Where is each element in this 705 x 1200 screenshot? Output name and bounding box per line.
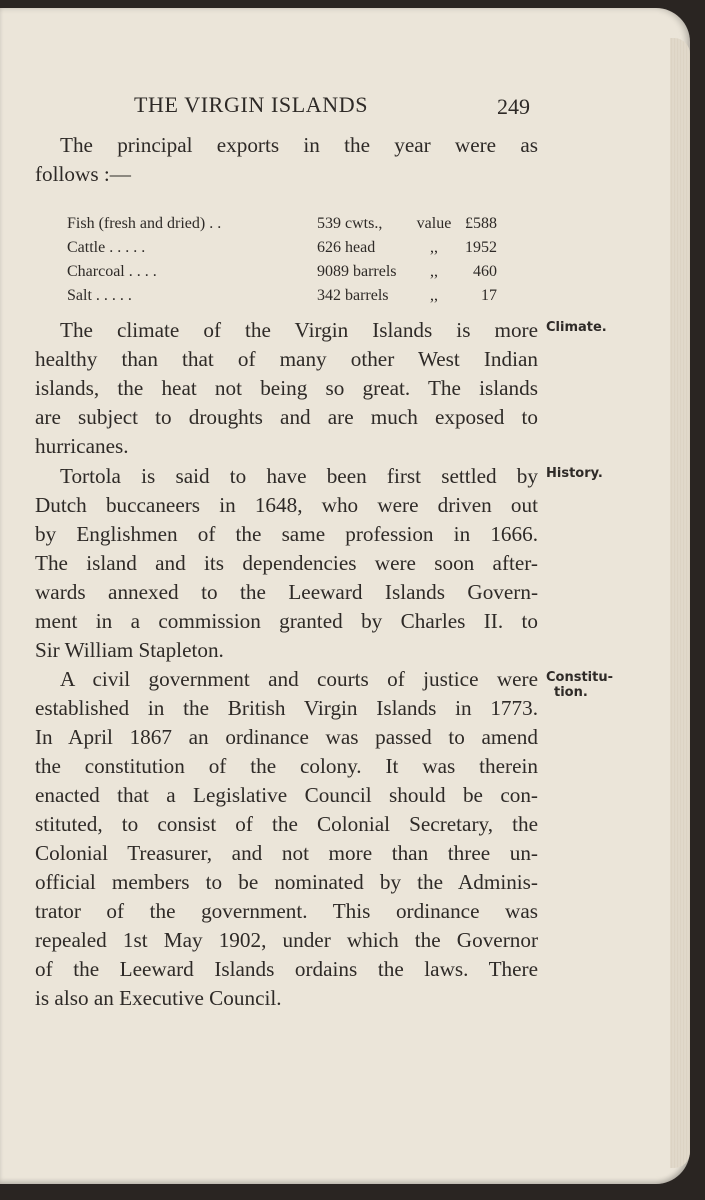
climate-line: islands, the heat not being so great. The islands <box>35 376 538 400</box>
sidenote-climate: Climate. <box>546 320 607 335</box>
intro-line: follows :— <box>35 162 131 186</box>
export-value: £588 <box>465 215 497 232</box>
constitution-line: official members to be nominated by the Adminis- <box>35 870 538 894</box>
constitution-line: the constitution of the colony. It was therein <box>35 754 538 778</box>
climate-line: hurricanes. <box>35 434 129 458</box>
sidenote-constitution-line2: tion. <box>554 685 588 700</box>
history-line: The island and its dependencies were soon after- <box>35 551 538 575</box>
export-value: 460 <box>473 263 497 280</box>
table-row <box>67 236 497 260</box>
constitution-line: trator of the government. This ordinance was <box>35 899 538 923</box>
intro-paragraph <box>35 131 538 189</box>
exports-table <box>67 212 497 308</box>
export-quantity: 539 cwts., <box>317 215 383 232</box>
sidenote-history: History. <box>546 466 603 481</box>
constitution-line: is also an Executive Council. <box>35 986 282 1010</box>
running-head-title: THE VIRGIN ISLANDS <box>134 92 369 117</box>
export-item: Charcoal . . . . <box>67 263 157 280</box>
table-row <box>67 212 497 236</box>
constitution-line: A civil government and courts of justice were <box>60 667 538 691</box>
constitution-line: enacted that a Legislative Council should be con- <box>35 783 538 807</box>
history-line: Sir William Stapleton. <box>35 638 224 662</box>
climate-line: The climate of the Virgin Islands is more <box>60 318 538 342</box>
page-number: 249 <box>497 94 530 119</box>
export-unit: value <box>416 215 452 232</box>
table-row <box>67 260 497 284</box>
export-item: Salt . . . . . <box>67 287 132 304</box>
intro-line: The principal exports in the year were as <box>60 133 538 157</box>
export-unit: ,, <box>430 287 438 304</box>
table-row <box>67 284 497 308</box>
export-unit: ,, <box>430 263 438 280</box>
constitution-line: repealed 1st May 1902, under which the Governor <box>35 928 538 952</box>
export-unit: ,, <box>430 239 438 256</box>
export-quantity: 342 barrels <box>317 287 389 304</box>
history-paragraph <box>35 462 538 665</box>
history-line: Tortola is said to have been first settled by <box>60 464 538 488</box>
export-item: Cattle . . . . . <box>67 239 146 256</box>
climate-line: healthy than that of many other West Indian <box>35 347 538 371</box>
climate-line: are subject to droughts and are much exposed to <box>35 405 538 429</box>
constitution-line: stituted, to consist of the Colonial Secretary, the <box>35 812 538 836</box>
constitution-line: Colonial Treasurer, and not more than three un- <box>35 841 538 865</box>
export-quantity: 626 head <box>317 239 376 256</box>
export-quantity: 9089 barrels <box>317 263 397 280</box>
history-line: wards annexed to the Leeward Islands Govern- <box>35 580 538 604</box>
constitution-line: established in the British Virgin Islands in 1773. <box>35 696 538 720</box>
page-fore-edge <box>670 38 690 1168</box>
export-item: Fish (fresh and dried) . . <box>67 215 222 232</box>
history-line: by Englishmen of the same profession in 1666. <box>35 522 538 546</box>
sidenote-constitution <box>546 670 613 700</box>
book-page <box>0 8 690 1184</box>
export-value: 1952 <box>465 239 497 256</box>
sidenote-constitution-line1: Constitu- <box>546 670 613 685</box>
export-value: 17 <box>481 287 497 304</box>
constitution-paragraph <box>35 665 538 1013</box>
constitution-line: In April 1867 an ordinance was passed to amend <box>35 725 538 749</box>
history-line: Dutch buccaneers in 1648, who were driven out <box>35 493 538 517</box>
constitution-line: of the Leeward Islands ordains the laws. There <box>35 957 538 981</box>
climate-paragraph <box>35 316 538 461</box>
history-line: ment in a commission granted by Charles II. to <box>35 609 538 633</box>
